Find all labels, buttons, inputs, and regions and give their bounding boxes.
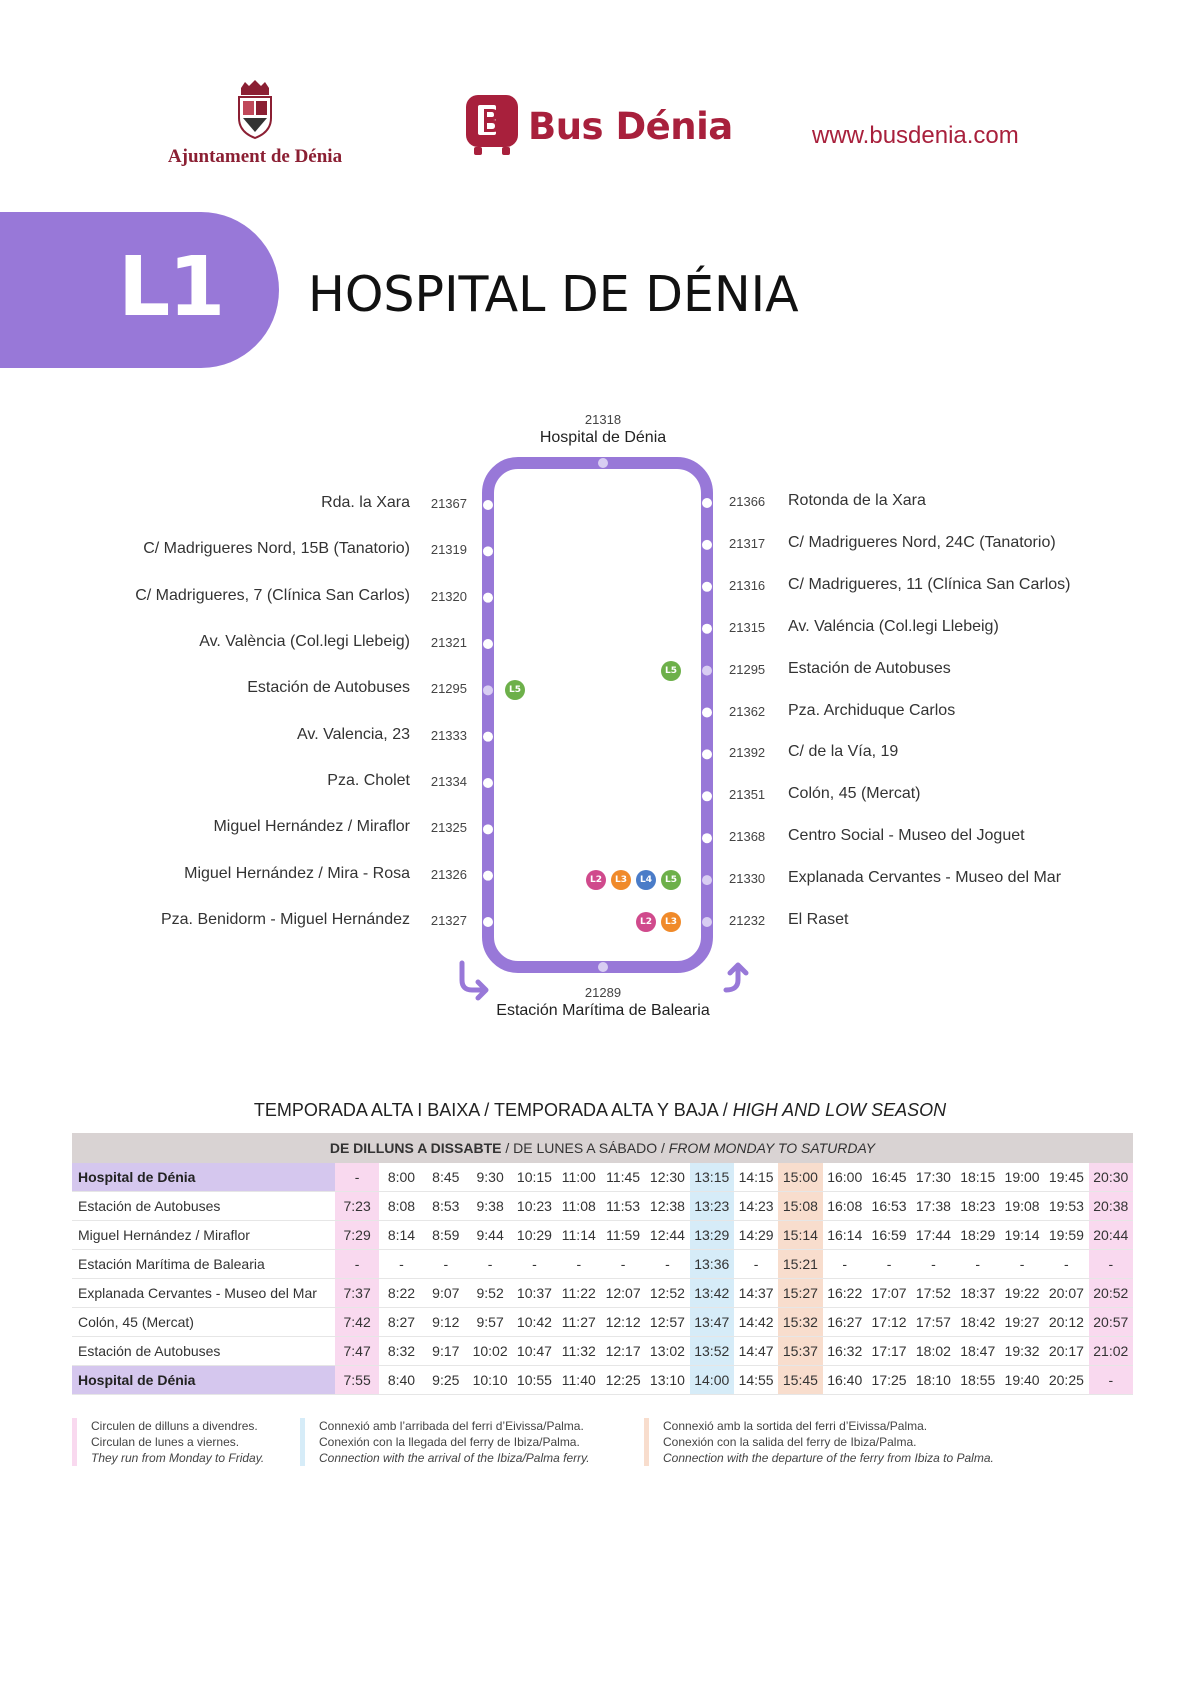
direction-arrow-right-icon <box>726 965 746 990</box>
connection-chip-l3: L3 <box>611 870 631 890</box>
time-cell: 8:08 <box>379 1192 423 1221</box>
line-code: L1 <box>118 240 224 335</box>
time-cell: 9:07 <box>424 1279 468 1308</box>
time-cell: - <box>645 1250 689 1279</box>
stop-code: 21315 <box>729 619 766 635</box>
time-cell: 9:52 <box>468 1279 512 1308</box>
stop-name: Centro Social - Museo del Joguet <box>788 827 1025 845</box>
time-cell: 9:12 <box>424 1308 468 1337</box>
time-cell: 10:10 <box>468 1366 512 1395</box>
time-cell: 16:08 <box>823 1192 867 1221</box>
time-cell: 12:12 <box>601 1308 645 1337</box>
stop-name: C/ Madrigueres, 11 (Clínica San Carlos) <box>788 575 1071 593</box>
connection-chip-l3: L3 <box>661 912 681 932</box>
time-cell: 11:59 <box>601 1221 645 1250</box>
time-cell: 16:14 <box>823 1221 867 1250</box>
time-cell: 20:07 <box>1044 1279 1088 1308</box>
stop-dot <box>702 708 712 718</box>
time-cell: 18:37 <box>956 1279 1000 1308</box>
stop-code: 21319 <box>430 542 467 558</box>
time-cell: 15:27 <box>778 1279 822 1308</box>
table-row <box>72 1337 1133 1366</box>
connection-chip-l5: L5 <box>505 680 525 700</box>
legend-departure-es: Conexión con la salida del ferry de Ibiza/Palma. <box>663 1435 917 1449</box>
stop-code: 21316 <box>729 577 766 593</box>
time-cell: 8:59 <box>424 1221 468 1250</box>
legend-weekdays-en: They run from Monday to Friday. <box>91 1451 265 1465</box>
time-cell: 13:29 <box>690 1221 734 1250</box>
legend-ferry-departure <box>644 1418 994 1466</box>
stop-name: El Raset <box>788 911 849 928</box>
table-row <box>72 1366 1133 1395</box>
stop-dot-top <box>598 458 608 468</box>
time-cell: 18:42 <box>956 1308 1000 1337</box>
time-cell: 10:23 <box>512 1192 556 1221</box>
time-cell: - <box>867 1250 911 1279</box>
time-cell: - <box>379 1250 423 1279</box>
stop-dot <box>483 917 493 927</box>
time-cell: 12:57 <box>645 1308 689 1337</box>
legend-ferry-arrival <box>300 1418 590 1466</box>
route-loop <box>488 463 707 967</box>
stop-dot-bottom <box>598 962 608 972</box>
stop-name: Rotonda de la Xara <box>788 492 926 509</box>
time-cell: 16:59 <box>867 1221 911 1250</box>
legend-weekdays-ca: Circulen de dilluns a divendres. <box>91 1419 258 1433</box>
time-cell: 12:44 <box>645 1221 689 1250</box>
time-cell: 18:23 <box>956 1192 1000 1221</box>
time-cell: 8:40 <box>379 1366 423 1395</box>
time-cell: 17:57 <box>911 1308 955 1337</box>
stop-code: 21317 <box>729 535 766 551</box>
connection-chip-l4: L4 <box>636 870 656 890</box>
legend-departure-ca: Connexió amb la sortida del ferri d’Eivissa/Palma. <box>663 1419 928 1433</box>
table-row <box>72 1192 1133 1221</box>
time-cell: 15:00 <box>778 1163 822 1192</box>
time-cell: 19:59 <box>1044 1221 1088 1250</box>
time-cell: 7:47 <box>335 1337 379 1366</box>
table-row <box>72 1250 1133 1279</box>
connection-chip-l5: L5 <box>661 661 681 681</box>
connection-chip-l2: L2 <box>586 870 606 890</box>
stop-code: 21321 <box>430 635 467 650</box>
stop-name: C/ Madrigueres Nord, 15B (Tanatorio) <box>143 540 410 558</box>
time-cell: 10:55 <box>512 1366 556 1395</box>
legend-arrival-es: Conexión con la llegada del ferry de Ibiza/Palma. <box>319 1435 580 1449</box>
stop-dot <box>702 791 712 801</box>
time-cell: 19:45 <box>1044 1163 1088 1192</box>
time-cell: 11:00 <box>557 1163 601 1192</box>
time-cell: 14:42 <box>734 1308 778 1337</box>
time-cell: 20:12 <box>1044 1308 1088 1337</box>
stop-code: 21330 <box>729 871 766 887</box>
time-cell: 20:38 <box>1089 1192 1133 1221</box>
time-cell: 20:52 <box>1089 1279 1133 1308</box>
time-cell: 17:44 <box>911 1221 955 1250</box>
time-cell: 8:22 <box>379 1279 423 1308</box>
stop-code: 21334 <box>430 774 467 789</box>
stop-code: 21325 <box>430 820 467 836</box>
time-cell: 11:40 <box>557 1366 601 1395</box>
time-cell: 12:52 <box>645 1279 689 1308</box>
time-cell: 10:42 <box>512 1308 556 1337</box>
time-cell: 15:32 <box>778 1308 822 1337</box>
time-cell: 11:53 <box>601 1192 645 1221</box>
stop-dot <box>702 582 712 592</box>
time-cell: 17:17 <box>867 1337 911 1366</box>
time-cell: 10:02 <box>468 1337 512 1366</box>
days-sep: / <box>501 1140 514 1156</box>
time-cell: 14:47 <box>734 1337 778 1366</box>
time-cell: 7:23 <box>335 1192 379 1221</box>
stop-dot <box>483 685 493 695</box>
stop-code: 21366 <box>729 494 766 509</box>
table-row <box>72 1221 1133 1250</box>
stop-dot <box>483 732 493 742</box>
stop-name: Estación de Autobuses <box>788 659 951 677</box>
time-cell: 9:25 <box>424 1366 468 1395</box>
time-cell: 7:55 <box>335 1366 379 1395</box>
table-row <box>72 1163 1133 1192</box>
time-cell: 8:45 <box>424 1163 468 1192</box>
stop-dot <box>702 749 712 759</box>
stop-code: 21295 <box>729 661 766 677</box>
time-cell: - <box>601 1250 645 1279</box>
stop-dot <box>483 593 493 603</box>
season-sep: / <box>479 1100 494 1120</box>
stop-code: 21368 <box>729 829 766 845</box>
time-cell: 17:30 <box>911 1163 955 1192</box>
time-cell: 15:37 <box>778 1337 822 1366</box>
top-stop-name: Hospital de Dénia <box>539 429 667 446</box>
time-cell: - <box>424 1250 468 1279</box>
time-cell: - <box>512 1250 556 1279</box>
time-cell: 10:15 <box>512 1163 556 1192</box>
time-cell: 17:07 <box>867 1279 911 1308</box>
time-cell: 16:45 <box>867 1163 911 1192</box>
legend-arrival-ca: Connexió amb l’arribada del ferri d’Eivissa/Palma. <box>319 1419 584 1433</box>
stop-name: Av. Valencia, 23 <box>297 725 410 743</box>
bottom-stop-code: 21289 <box>584 985 622 1000</box>
time-cell: - <box>335 1250 379 1279</box>
legend-weekdays-es: Circulan de lunes a viernes. <box>91 1435 240 1449</box>
time-cell: 14:29 <box>734 1221 778 1250</box>
time-cell: 9:17 <box>424 1337 468 1366</box>
stop-name: Explanada Cervantes - Museo del Mar <box>788 869 1062 887</box>
time-cell: 13:02 <box>645 1337 689 1366</box>
stop-dot <box>483 778 493 788</box>
time-cell: - <box>1089 1366 1133 1395</box>
time-cell: 8:00 <box>379 1163 423 1192</box>
table-stop-cell: Hospital de Dénia <box>72 1163 335 1192</box>
time-cell: 9:57 <box>468 1308 512 1337</box>
time-cell: 18:15 <box>956 1163 1000 1192</box>
stop-dot <box>483 824 493 834</box>
stop-code: 21367 <box>430 496 467 511</box>
time-cell: 18:47 <box>956 1337 1000 1366</box>
connection-chip-l5: L5 <box>661 870 681 890</box>
time-cell: 16:40 <box>823 1366 867 1395</box>
time-cell: 9:44 <box>468 1221 512 1250</box>
stop-dot <box>702 833 712 843</box>
time-cell: 16:32 <box>823 1337 867 1366</box>
time-cell: 20:17 <box>1044 1337 1088 1366</box>
time-cell: - <box>1000 1250 1044 1279</box>
time-cell: 8:14 <box>379 1221 423 1250</box>
stop-dot <box>702 540 712 550</box>
time-cell: 20:57 <box>1089 1308 1133 1337</box>
time-cell: 19:22 <box>1000 1279 1044 1308</box>
time-cell: 16:27 <box>823 1308 867 1337</box>
time-cell: 17:52 <box>911 1279 955 1308</box>
time-cell: 15:21 <box>778 1250 822 1279</box>
time-cell: 14:00 <box>690 1366 734 1395</box>
table-stop-cell: Miguel Hernández / Miraflor <box>72 1221 335 1250</box>
season-en: HIGH AND LOW SEASON <box>732 1100 947 1120</box>
time-cell: 11:08 <box>557 1192 601 1221</box>
stop-dot <box>702 498 712 508</box>
legend-departure-en: Connection with the departure of the ferry from Ibiza to Palma. <box>663 1451 994 1465</box>
time-cell: 16:00 <box>823 1163 867 1192</box>
time-cell: - <box>1044 1250 1088 1279</box>
stop-dot <box>483 871 493 881</box>
time-cell: 19:32 <box>1000 1337 1044 1366</box>
time-cell: 7:37 <box>335 1279 379 1308</box>
time-cell: 18:55 <box>956 1366 1000 1395</box>
table-stop-cell: Estación de Autobuses <box>72 1192 335 1221</box>
time-cell: - <box>335 1163 379 1192</box>
stop-name: Rda. la Xara <box>321 494 410 511</box>
time-cell: 19:53 <box>1044 1192 1088 1221</box>
ajuntament-name: Ajuntament de Dénia <box>167 146 343 167</box>
table-stop-cell: Explanada Cervantes - Museo del Mar <box>72 1279 335 1308</box>
time-cell: 11:14 <box>557 1221 601 1250</box>
stop-code: 21320 <box>430 588 467 604</box>
stop-name: C/ Madrigueres, 7 (Clínica San Carlos) <box>135 586 410 604</box>
time-cell: - <box>911 1250 955 1279</box>
legend-arrival-en: Connection with the arrival of the Ibiza/Palma ferry. <box>319 1451 590 1465</box>
time-cell: 13:52 <box>690 1337 734 1366</box>
time-cell: 19:08 <box>1000 1192 1044 1221</box>
stop-dot <box>702 917 712 927</box>
days-en: FROM MONDAY TO SATURDAY <box>668 1140 876 1156</box>
season-es: TEMPORADA ALTA Y BAJA <box>493 1100 718 1120</box>
table-stop-cell: Estación Marítima de Balearia <box>72 1250 335 1279</box>
time-cell: 12:25 <box>601 1366 645 1395</box>
legend-weekdays <box>72 1418 264 1466</box>
stop-dot <box>702 666 712 676</box>
time-cell: - <box>557 1250 601 1279</box>
time-cell: 14:15 <box>734 1163 778 1192</box>
table-stop-cell: Hospital de Dénia <box>72 1366 335 1395</box>
time-cell: 13:47 <box>690 1308 734 1337</box>
time-cell: 16:53 <box>867 1192 911 1221</box>
stop-name: Colón, 45 (Mercat) <box>788 785 921 803</box>
time-cell: 12:30 <box>645 1163 689 1192</box>
brand-name: Bus Dénia <box>528 104 733 148</box>
stop-name: Pza. Cholet <box>327 772 410 789</box>
days-es: DE LUNES A SÁBADO <box>513 1140 658 1156</box>
time-cell: 8:53 <box>424 1192 468 1221</box>
table-stop-cell: Colón, 45 (Mercat) <box>72 1308 335 1337</box>
table-stop-cell: Estación de Autobuses <box>72 1337 335 1366</box>
time-cell: 13:15 <box>690 1163 734 1192</box>
time-cell: 16:22 <box>823 1279 867 1308</box>
time-cell: 13:36 <box>690 1250 734 1279</box>
stop-name: C/ Madrigueres Nord, 24C (Tanatorio) <box>788 533 1056 551</box>
time-cell: 12:17 <box>601 1337 645 1366</box>
time-cell: - <box>823 1250 867 1279</box>
timetable-days-header <box>72 1133 1133 1163</box>
time-cell: - <box>956 1250 1000 1279</box>
time-cell: 10:37 <box>512 1279 556 1308</box>
time-cell: 7:42 <box>335 1308 379 1337</box>
time-cell: - <box>734 1250 778 1279</box>
time-cell: 10:47 <box>512 1337 556 1366</box>
stop-name: Miguel Hernández / Mira - Rosa <box>184 864 410 882</box>
stop-dot <box>483 546 493 556</box>
time-cell: 15:45 <box>778 1366 822 1395</box>
time-cell: 19:40 <box>1000 1366 1044 1395</box>
time-cell: 21:02 <box>1089 1337 1133 1366</box>
timetable <box>72 1133 1133 1395</box>
time-cell: 20:44 <box>1089 1221 1133 1250</box>
time-cell: 20:25 <box>1044 1366 1088 1395</box>
time-cell: 9:30 <box>468 1163 512 1192</box>
time-cell: 15:08 <box>778 1192 822 1221</box>
table-row <box>72 1308 1133 1337</box>
time-cell: 11:32 <box>557 1337 601 1366</box>
stop-code: 21327 <box>430 913 467 928</box>
time-cell: 15:14 <box>778 1221 822 1250</box>
stop-name: Av. València (Col.legi Llebeig) <box>199 633 410 650</box>
page-title: HOSPITAL DE DÉNIA <box>308 266 799 323</box>
time-cell: - <box>1089 1250 1133 1279</box>
stop-dot <box>702 875 712 885</box>
stop-dot <box>483 639 493 649</box>
time-cell: 17:38 <box>911 1192 955 1221</box>
season-heading <box>0 1100 1200 1121</box>
time-cell: 13:10 <box>645 1366 689 1395</box>
time-cell: 18:02 <box>911 1337 955 1366</box>
stop-code: 21232 <box>729 913 766 928</box>
time-cell: 17:25 <box>867 1366 911 1395</box>
stop-name: Pza. Archiduque Carlos <box>788 701 956 719</box>
stop-name: Av. Valéncia (Col.legi Llebeig) <box>788 617 999 635</box>
time-cell: 11:27 <box>557 1308 601 1337</box>
season-sep: / <box>717 1100 733 1120</box>
time-cell: 14:37 <box>734 1279 778 1308</box>
stop-name: Pza. Benidorm - Miguel Hernández <box>160 911 410 928</box>
time-cell: 14:55 <box>734 1366 778 1395</box>
days-sep: / <box>657 1140 669 1156</box>
stop-code: 21351 <box>729 787 766 803</box>
time-cell: 20:30 <box>1089 1163 1133 1192</box>
time-cell: 10:29 <box>512 1221 556 1250</box>
time-cell: 19:14 <box>1000 1221 1044 1250</box>
stop-name: C/ de la Vía, 19 <box>788 743 899 761</box>
time-cell: 19:00 <box>1000 1163 1044 1192</box>
time-cell: 11:45 <box>601 1163 645 1192</box>
website-link[interactable]: www.busdenia.com <box>812 122 1019 149</box>
time-cell: 17:12 <box>867 1308 911 1337</box>
time-cell: 18:29 <box>956 1221 1000 1250</box>
time-cell: 8:32 <box>379 1337 423 1366</box>
stop-code: 21362 <box>729 703 766 719</box>
time-cell: - <box>468 1250 512 1279</box>
season-ca: TEMPORADA ALTA I BAIXA <box>253 1100 480 1120</box>
stop-dot <box>483 500 493 510</box>
time-cell: 18:10 <box>911 1366 955 1395</box>
table-row <box>72 1279 1133 1308</box>
time-cell: 12:07 <box>601 1279 645 1308</box>
time-cell: 12:38 <box>645 1192 689 1221</box>
days-ca: DE DILLUNS A DISSABTE <box>329 1140 502 1156</box>
time-cell: 14:23 <box>734 1192 778 1221</box>
stop-dot <box>702 624 712 634</box>
time-cell: 7:29 <box>335 1221 379 1250</box>
time-cell: 13:23 <box>690 1192 734 1221</box>
time-cell: 9:38 <box>468 1192 512 1221</box>
top-stop-code: 21318 <box>584 412 622 427</box>
stop-code: 21333 <box>430 727 467 743</box>
direction-arrow-left-icon <box>462 963 486 998</box>
stop-code: 21392 <box>729 745 766 761</box>
bottom-stop-name: Estación Marítima de Balearia <box>496 1002 710 1019</box>
stop-name: Estación de Autobuses <box>247 679 410 697</box>
stop-code: 21326 <box>430 866 467 882</box>
time-cell: 8:27 <box>379 1308 423 1337</box>
time-cell: 19:27 <box>1000 1308 1044 1337</box>
stop-name: Miguel Hernández / Miraflor <box>213 818 410 836</box>
time-cell: 13:42 <box>690 1279 734 1308</box>
connection-chip-l2: L2 <box>636 912 656 932</box>
stop-code: 21295 <box>430 681 467 697</box>
time-cell: 11:22 <box>557 1279 601 1308</box>
